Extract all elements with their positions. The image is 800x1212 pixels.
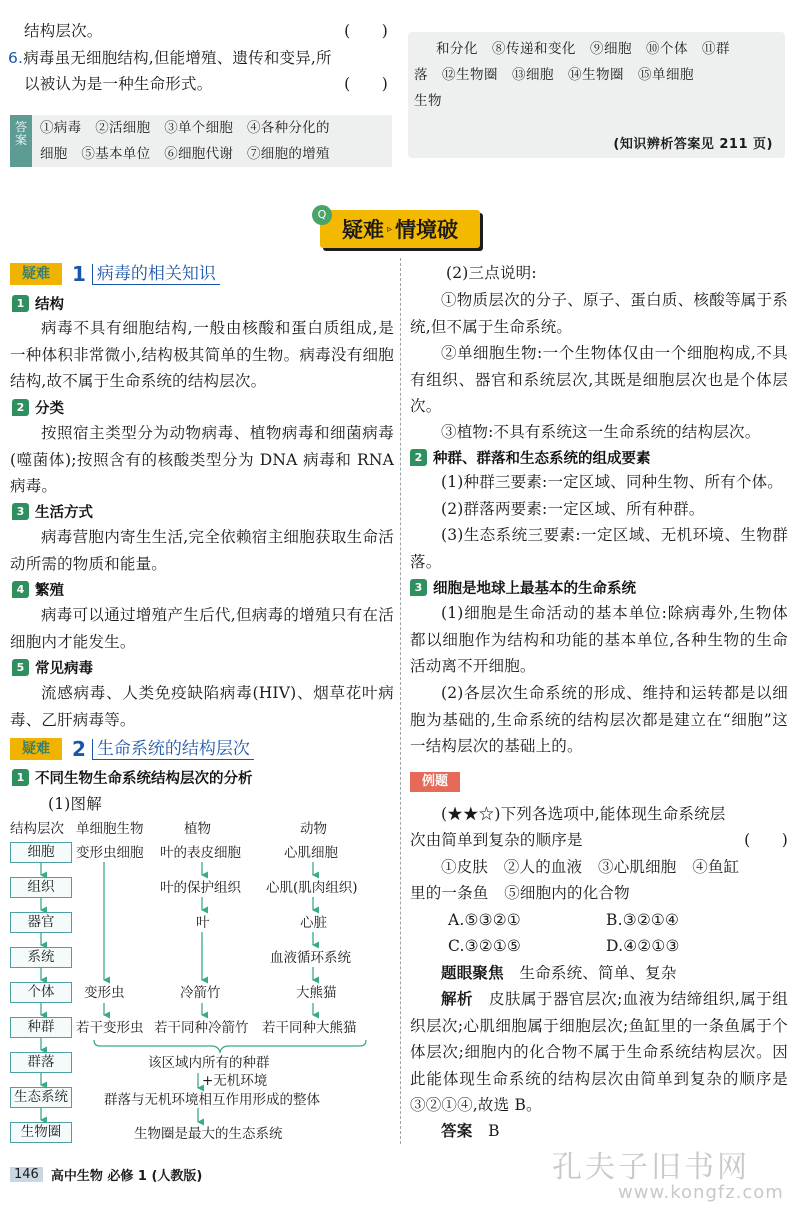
focus-line	[441, 960, 677, 987]
answer-cont-line2: 落 ⑫生物圈 ⑬细胞 ⑭生物圈 ⑮单细胞	[414, 67, 694, 83]
focus-label: 题眼聚焦	[441, 964, 504, 982]
paragraph: (2)群落两要素:一定区域、所有种群。	[441, 500, 705, 518]
prev-question-text: 结构层次。	[24, 22, 103, 40]
answer-blank: ( )	[344, 22, 388, 40]
point-2: ②单细胞生物:一个生物体仅由一个细胞构成,不具有组织、器官和系统层次,其既是细胞层次也是个体层次。	[410, 344, 788, 415]
question-6-line1: 病毒虽无细胞结构,但能增殖、遗传和变异,所	[23, 49, 332, 67]
example-question-text2: 次由简单到复杂的顺序是	[410, 831, 583, 849]
diagram-label: 叶的保护组织	[160, 880, 241, 896]
number-badge: 2	[12, 399, 29, 416]
diagram-label: 大熊猫	[296, 985, 337, 1001]
answer-cont-line1: 和分化 ⑧传递和变化 ⑨细胞 ⑩个体 ⑪群	[436, 41, 730, 57]
three-points-heading: (2)三点说明:	[446, 264, 537, 282]
sub-heading	[410, 446, 651, 468]
diagram-caption: (1)图解	[48, 795, 102, 813]
option-a: A.⑤③②①	[448, 911, 521, 929]
paragraph: (3)生态系统三要素:一定区域、无机环境、生物群落。	[410, 526, 788, 571]
paragraph: (2)各层次生命系统的形成、维持和运转都是以细胞为基础的,生命系统的结构层次都是建立在“细胞”这一结构层次的基础上的。	[410, 684, 788, 755]
answer-cont-line3: 生物	[414, 93, 442, 109]
answer-line	[441, 1118, 500, 1145]
option-c: C.③②①⑤	[448, 937, 522, 955]
answer-continuation-box	[408, 32, 785, 158]
example-items-line1: ①皮肤 ②人的血液 ③心肌细胞 ④鱼缸	[441, 858, 740, 876]
answer-line1: ①病毒 ②活细胞 ③单个细胞 ④各种分化的	[40, 120, 330, 136]
diagram-label: 变形虫细胞	[76, 845, 144, 861]
sub-heading	[410, 576, 636, 598]
level-box: 组织	[10, 877, 72, 898]
level-box: 个体	[10, 982, 72, 1003]
level-box: 生态系统	[10, 1087, 72, 1108]
diagram-label: 心肌细胞	[284, 845, 338, 861]
question-number: 6.	[8, 49, 24, 67]
answer-value: B	[488, 1122, 500, 1140]
answer-label: 答案	[441, 1122, 473, 1140]
number-badge: 1	[12, 295, 29, 312]
difficulty-stars: (★★☆)	[441, 805, 501, 823]
banner-separator: ▹	[386, 223, 393, 235]
diagram-label: 血液循环系统	[270, 950, 351, 966]
option-d: D.④②①③	[606, 937, 680, 955]
point-3: ③植物:不具有系统这一生命系统的结构层次。	[441, 423, 761, 441]
watermark-url: www.kongfz.com	[618, 1182, 784, 1203]
level-box: 系统	[10, 947, 72, 968]
sub-heading-title: 不同生物生命系统结构层次的分析	[35, 770, 253, 787]
section-title: 病毒的相关知识	[92, 264, 220, 285]
sub-heading-title: 细胞是地球上最基本的生命系统	[433, 580, 636, 597]
watermark-text: 孔夫子旧书网	[552, 1150, 750, 1185]
diagram-label: 冷箭竹	[180, 985, 221, 1001]
example-question-line2	[410, 827, 788, 854]
example-question-text1: 下列各选项中,能体现生命系统层	[500, 805, 726, 823]
point-1: ①物质层次的分子、原子、蛋白质、核酸等属于系统,但不属于生命系统。	[410, 291, 788, 336]
level-box: 种群	[10, 1017, 72, 1038]
number-badge: 2	[410, 449, 427, 466]
section-title: 生命系统的结构层次	[92, 739, 254, 760]
paragraph: 病毒不具有细胞结构,一般由核酸和蛋白质组成,是一种体积非常微小,结构极其简单的生物。病毒没有细胞结构,故不属于生命系统的结构层次。	[10, 319, 394, 390]
paragraph: 流感病毒、人类免疫缺陷病毒(HIV)、烟草花叶病毒、乙肝病毒等。	[10, 684, 394, 729]
answer-line2: 细胞 ⑤基本单位 ⑥细胞代谢 ⑦细胞的增殖	[40, 146, 330, 162]
answer-tag: 答案	[10, 115, 32, 167]
page-footer	[10, 1165, 202, 1184]
number-badge: 1	[12, 769, 29, 786]
paragraph: 病毒可以通过增殖产生后代,但病毒的增殖只有在活细胞内才能发生。	[10, 606, 394, 651]
paragraph: 按照宿主类型分为动物病毒、植物病毒和细菌病毒(噬菌体);按照含有的核酸类型分为 DNA 病毒和 RNA 病毒。	[10, 424, 394, 495]
sub-heading-title: 繁殖	[35, 582, 64, 599]
paragraph: 病毒营胞内寄生生活,完全依赖宿主细胞获取生命活动所需的物质和能量。	[10, 528, 394, 573]
level-box: 细胞	[10, 842, 72, 863]
banner-part2: 情境破	[395, 218, 459, 242]
number-badge: 3	[12, 503, 29, 520]
level-box: 器官	[10, 912, 72, 933]
example-tag: 例题	[410, 772, 460, 792]
diagram-label: 生物圈是最大的生态系统	[134, 1126, 283, 1142]
diagram-label: 若干变形虫	[76, 1020, 144, 1036]
sub-heading-title: 生活方式	[35, 504, 93, 521]
diagram-arrows	[0, 0, 400, 1160]
analysis-label: 解析	[441, 990, 474, 1008]
question-mark-icon: Q	[312, 205, 332, 225]
answer-blank: ( )	[344, 75, 388, 93]
number-badge: 4	[12, 581, 29, 598]
focus-text: 生命系统、简单、复杂	[519, 964, 677, 982]
col-header-animal: 动物	[300, 821, 327, 837]
level-box: 群落	[10, 1052, 72, 1073]
level-box: 生物圈	[10, 1122, 72, 1143]
column-divider	[400, 258, 401, 1144]
paragraph: (1)细胞是生命活动的基本单位:除病毒外,生物体都以细胞作为结构和功能的基本单位,各种生物的生命活动离不开细胞。	[410, 604, 788, 675]
sub-heading-title: 种群、群落和生态系统的组成要素	[433, 450, 651, 467]
example-items-line2: 里的一条鱼 ⑤细胞内的化合物	[410, 884, 630, 902]
section-number: 2	[72, 737, 86, 761]
number-badge: 5	[12, 659, 29, 676]
question-6-line2: 以被认为是一种生命形式。	[24, 75, 213, 93]
diagram-label: 若干同种冷箭竹	[154, 1020, 249, 1036]
col-header-unicell: 单细胞生物	[76, 821, 144, 837]
sub-heading-title: 分类	[35, 400, 64, 417]
diagram-label: 叶	[196, 915, 210, 931]
answer-page-note: (知识辨析答案见 211 页)	[613, 137, 773, 152]
diagram-label: 变形虫	[84, 985, 125, 1001]
diagram-label: 心肌(肌肉组织)	[266, 880, 358, 896]
banner-part1: 疑难	[341, 218, 384, 242]
difficulty-tag: 疑难	[10, 738, 62, 760]
section-number: 1	[72, 262, 86, 286]
col-header-plant: 植物	[184, 821, 211, 837]
example-question-line1	[410, 801, 788, 828]
number-badge: 3	[410, 579, 427, 596]
sub-heading-title: 常见病毒	[35, 660, 93, 677]
option-b: B.③②①④	[606, 911, 680, 929]
diagram-label: +无机环境	[202, 1073, 268, 1089]
diagram-label: 该区域内所有的种群	[148, 1055, 270, 1071]
book-title: 高中生物 必修 1 (人教版)	[50, 1169, 203, 1184]
diagram-label: 群落与无机环境相互作用形成的整体	[104, 1092, 320, 1108]
diagram-label: 若干同种大熊猫	[262, 1020, 357, 1036]
analysis-text: 皮肤属于器官层次;血液为结缔组织,属于组织层次;心肌细胞属于细胞层次;鱼缸里的一条鱼属于个体层次;细胞内的化合物不属于生命系统结构层次。因此能体现生命系统的结构层次由简单到复杂的顺序是③②①④,故选 B。	[410, 990, 788, 1114]
sub-heading-title: 结构	[35, 296, 64, 313]
page-number: 146	[10, 1167, 43, 1182]
diagram-label: 叶的表皮细胞	[160, 845, 241, 861]
col-header-levels: 结构层次	[10, 821, 64, 837]
diagram-label: 心脏	[300, 915, 327, 931]
difficulty-tag: 疑难	[10, 263, 62, 285]
answer-blank: ( )	[744, 831, 788, 849]
analysis	[410, 986, 788, 1119]
paragraph: (1)种群三要素:一定区域、同种生物、所有个体。	[441, 473, 783, 491]
